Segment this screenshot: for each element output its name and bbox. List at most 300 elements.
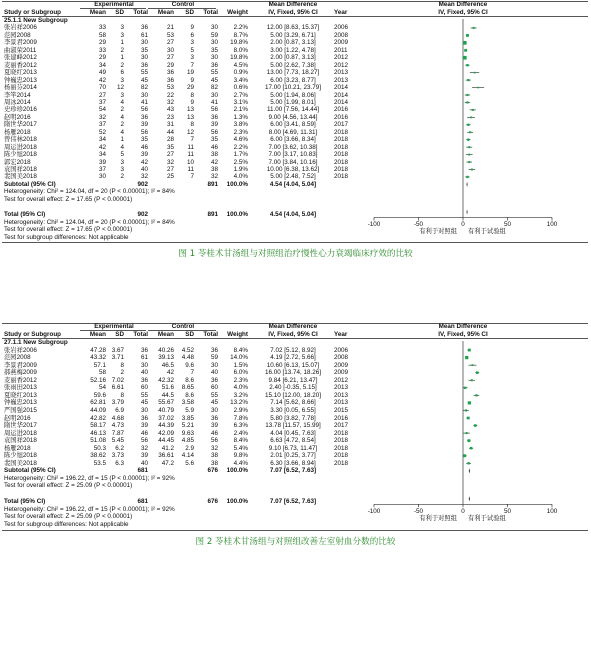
exp-sd-cell: 3 bbox=[120, 31, 124, 39]
total-diamond bbox=[467, 209, 468, 214]
exp-sd-cell: 4.73 bbox=[111, 422, 124, 430]
study-name: 赵明2016 bbox=[4, 113, 31, 121]
axis-tick-label: 50 bbox=[503, 508, 511, 516]
exp-mean-cell: 29 bbox=[98, 54, 106, 62]
exp-mean-cell: 33 bbox=[98, 46, 106, 54]
ctrl-sd-cell: 10 bbox=[186, 158, 194, 166]
exp-total-cell: 32 bbox=[140, 173, 148, 181]
exp-sd-cell: 2 bbox=[120, 173, 124, 181]
total-ctrl-total: 676 bbox=[207, 498, 218, 506]
exp-mean-cell: 59.6 bbox=[93, 391, 106, 399]
exp-total-cell: 41 bbox=[140, 98, 148, 106]
study-effect-marker bbox=[471, 169, 473, 171]
subtotal-ci: 7.07 [6.52, 7.63] bbox=[269, 467, 317, 475]
forest-plot-svg bbox=[0, 322, 591, 644]
forest-plot-figure-2 bbox=[0, 322, 591, 648]
ci-cell: 5.00 [1.94, 8.06] bbox=[270, 91, 316, 99]
ctrl-sd-cell: 3 bbox=[190, 39, 194, 47]
exp-sd-cell: 6.3 bbox=[115, 459, 124, 467]
year-cell: 2016 bbox=[334, 113, 349, 121]
mean-difference-header: Mean Difference bbox=[268, 323, 318, 330]
year-cell: 2008 bbox=[334, 354, 349, 362]
total-weight: 100.0% bbox=[226, 211, 248, 219]
ctrl-sd-cell: 8.6 bbox=[185, 376, 194, 384]
ctrl-total-cell: 36 bbox=[210, 346, 218, 354]
exp-mean-cell: 32 bbox=[98, 113, 106, 121]
year-cell: 2009 bbox=[334, 39, 349, 47]
ctrl-total-cell: 30 bbox=[210, 39, 218, 47]
weight-cell: 4.0% bbox=[233, 384, 248, 392]
study-effect-marker bbox=[466, 34, 469, 37]
ctrl-mean-cell: 27 bbox=[166, 54, 174, 62]
ctrl-mean-cell: 25 bbox=[166, 173, 174, 181]
exp-sd-cell: 2 bbox=[120, 61, 124, 69]
exp-total-cell: 30 bbox=[140, 54, 148, 62]
study-name: 杨丽芬2014 bbox=[4, 84, 37, 92]
exp-total-cell: 36 bbox=[140, 346, 148, 354]
ctrl-sd-cell: 7 bbox=[190, 369, 194, 377]
year-cell: 2006 bbox=[334, 24, 349, 32]
ci-cell: 3.00 [1.22, 4.78] bbox=[270, 46, 316, 54]
ci-cell: 10.60 [6.13, 15.07] bbox=[266, 361, 320, 369]
study-name: 裴国美2018 bbox=[4, 173, 37, 181]
study-effect-marker bbox=[467, 462, 469, 464]
ctrl-total-cell: 46 bbox=[210, 143, 218, 151]
forest-plot-svg bbox=[0, 0, 591, 322]
axis-tick-label: 50 bbox=[503, 221, 511, 229]
study-effect-marker bbox=[468, 161, 470, 163]
ctrl-total-cell: 56 bbox=[210, 437, 218, 445]
total-diamond bbox=[469, 496, 470, 501]
ci-cell: 3.30 [0.05, 6.55] bbox=[270, 406, 316, 414]
exp-mean-cell: 52 bbox=[98, 128, 106, 136]
exp-mean-cell: 42 bbox=[98, 143, 106, 151]
ctrl-total-cell: 38 bbox=[210, 166, 218, 173]
ctrl-sd-cell: 5 bbox=[190, 46, 194, 54]
study-effect-marker bbox=[468, 349, 471, 352]
axis-favours-experimental: 有利于试验组 bbox=[468, 515, 506, 523]
weight-cell: 2.7% bbox=[233, 91, 248, 99]
exp-sd-cell: 3 bbox=[120, 91, 124, 99]
study-name: 周运进2018 bbox=[4, 143, 37, 151]
ci-cell: 9.00 [4.56, 13.44] bbox=[268, 113, 318, 121]
exp-sd-cell: 2 bbox=[120, 121, 124, 129]
year-cell: 2006 bbox=[334, 346, 349, 354]
exp-mean-cell: 49 bbox=[98, 69, 106, 77]
exp-mean-header: Mean bbox=[89, 330, 106, 338]
study-effect-marker bbox=[474, 424, 477, 427]
study-name: 郭宏2018 bbox=[4, 158, 31, 166]
exp-total-cell: 30 bbox=[140, 406, 148, 414]
total-weight: 100.0% bbox=[226, 498, 248, 506]
ctrl-total-cell: 38 bbox=[210, 151, 218, 159]
study-effect-marker bbox=[474, 72, 476, 74]
study-effect-marker bbox=[473, 27, 475, 29]
ctrl-mean-header: Mean bbox=[157, 330, 174, 338]
weight-cell: 2.4% bbox=[233, 429, 248, 437]
exp-sd-cell: 3 bbox=[120, 158, 124, 166]
exp-sd-cell: 4 bbox=[120, 128, 124, 136]
weight-cell: 19.8% bbox=[230, 54, 248, 62]
ci-cell: 5.00 [2.48, 7.52] bbox=[270, 173, 316, 181]
subtotal-label: Subtotal (95% CI) bbox=[4, 467, 56, 475]
ctrl-sd-cell: 8 bbox=[190, 91, 194, 99]
exp-mean-cell: 34 bbox=[98, 61, 106, 69]
exp-sd-cell: 3 bbox=[120, 24, 124, 32]
exp-sd-cell: 8 bbox=[120, 361, 124, 369]
ctrl-mean-cell: 22 bbox=[166, 91, 174, 99]
exp-sd-cell: 5 bbox=[120, 151, 124, 159]
axis-favours-control: 有利于对照组 bbox=[419, 515, 457, 523]
year-cell: 2012 bbox=[334, 376, 349, 384]
exp-sd-header: SD bbox=[115, 8, 124, 16]
ci-cell: 4.19 [2.72, 5.66] bbox=[270, 354, 316, 362]
ctrl-sd-cell: 7 bbox=[190, 136, 194, 144]
ctrl-mean-cell: 39.13 bbox=[158, 354, 174, 362]
total-ctrl-total: 891 bbox=[207, 211, 218, 219]
study-effect-marker bbox=[470, 116, 472, 118]
ci-cell: 2.01 [0.25, 3.77] bbox=[270, 452, 316, 460]
ctrl-total-cell: 40 bbox=[210, 369, 218, 377]
ctrl-mean-cell: 27 bbox=[166, 39, 174, 47]
ctrl-sd-cell: 12 bbox=[186, 128, 194, 136]
study-name: 李景君2009 bbox=[4, 361, 37, 369]
ctrl-mean-cell: 42.09 bbox=[158, 429, 174, 437]
ctrl-mean-cell: 30 bbox=[166, 46, 174, 54]
ctrl-sd-cell: 5.9 bbox=[185, 406, 194, 414]
ci-cell: 6.00 [3.23, 8.77] bbox=[270, 76, 316, 84]
ctrl-mean-cell: 36 bbox=[166, 69, 174, 77]
exp-total-cell: 40 bbox=[140, 459, 148, 467]
exp-total-cell: 82 bbox=[140, 84, 148, 92]
exp-mean-cell: 39 bbox=[98, 158, 106, 166]
ctrl-mean-cell: 44.39 bbox=[158, 422, 174, 430]
study-effect-marker bbox=[463, 454, 466, 457]
ctrl-total-cell: 42 bbox=[210, 158, 218, 166]
exp-total-cell: 36 bbox=[140, 61, 148, 69]
axis-tick-label: 100 bbox=[546, 221, 558, 229]
exp-mean-cell: 57.1 bbox=[93, 361, 106, 369]
axis-tick-label: 0 bbox=[461, 508, 465, 516]
weight-cell: 0.9% bbox=[233, 69, 248, 77]
exp-mean-cell: 33 bbox=[98, 24, 106, 32]
total-ci: 7.07 [6.52, 7.63] bbox=[269, 498, 317, 506]
weight-cell: 4.5% bbox=[233, 61, 248, 69]
study-name: 张岩祥2006 bbox=[4, 24, 37, 32]
ctrl-mean-cell: 32 bbox=[166, 158, 174, 166]
ci-cell: 5.00 [1.99, 8.01] bbox=[270, 98, 316, 106]
study-name: 张岩祥2006 bbox=[4, 346, 37, 354]
axis-tick-label: -50 bbox=[413, 508, 424, 516]
exp-mean-cell: 51.08 bbox=[90, 437, 106, 445]
ctrl-mean-cell: 42 bbox=[166, 369, 174, 377]
year-cell: 2009 bbox=[334, 369, 349, 377]
ci-cell: 2.00 [0.87, 3.13] bbox=[270, 39, 316, 47]
ctrl-total-cell: 36 bbox=[210, 414, 218, 422]
year-cell: 2013 bbox=[334, 384, 349, 392]
exp-total-header: Total bbox=[133, 330, 148, 338]
study-effect-marker bbox=[477, 87, 479, 89]
study-effect-marker bbox=[472, 109, 474, 111]
study-effect-marker bbox=[466, 176, 468, 178]
subgroup-heterogeneity: Heterogeneity: Chi² = 124.04, df = 20 (P < 0.00001); I² = 84% bbox=[4, 188, 175, 196]
exp-sd-cell: 8 bbox=[120, 391, 124, 399]
subtotal-exp-total: 681 bbox=[137, 467, 148, 475]
total-label: Total (95% CI) bbox=[4, 211, 46, 219]
year-cell: 2012 bbox=[334, 54, 349, 62]
ci-cell: 2.40 [-0.35, 5.15] bbox=[269, 384, 317, 392]
exp-total-cell: 55 bbox=[140, 69, 148, 77]
exp-mean-cell: 42 bbox=[98, 76, 106, 84]
exp-total-cell: 55 bbox=[140, 391, 148, 399]
ctrl-total-cell: 30 bbox=[210, 91, 218, 99]
ctrl-sd-cell: 11 bbox=[187, 151, 194, 159]
ctrl-sd-cell: 9.63 bbox=[181, 429, 194, 437]
weight-cell: 2.1% bbox=[233, 106, 248, 114]
exp-total-cell: 32 bbox=[140, 444, 148, 452]
ctrl-sd-cell: 8.65 bbox=[181, 384, 194, 392]
axis-tick-label: 0 bbox=[461, 221, 465, 229]
exp-sd-cell: 2 bbox=[120, 46, 124, 54]
study-effect-marker bbox=[466, 101, 468, 103]
weight-header: Weight bbox=[227, 330, 248, 338]
ctrl-total-cell: 38 bbox=[210, 452, 218, 460]
study-effect-marker bbox=[475, 394, 477, 396]
subtotal-label: Subtotal (95% CI) bbox=[4, 180, 56, 188]
year-cell: 2016 bbox=[334, 414, 349, 422]
exp-mean-cell: 53.5 bbox=[93, 459, 106, 467]
ci-cell: 7.00 [3.84, 10.16] bbox=[268, 158, 318, 166]
exp-total-cell: 35 bbox=[140, 46, 148, 54]
ci-cell: 8.00 [4.69, 11.31] bbox=[268, 128, 318, 136]
subgroup-overall-effect: Test for overall effect: Z = 17.65 (P < 0.00001) bbox=[4, 195, 133, 203]
year-cell: 2018 bbox=[334, 459, 349, 467]
ctrl-sd-cell: 4.14 bbox=[181, 452, 194, 460]
exp-total-cell: 56 bbox=[140, 437, 148, 445]
ctrl-total-cell: 56 bbox=[210, 128, 218, 136]
year-cell: 2018 bbox=[334, 444, 349, 452]
study-name: 麦丽香2012 bbox=[4, 376, 37, 384]
ctrl-sd-cell: 5.21 bbox=[181, 422, 194, 430]
exp-total-cell: 45 bbox=[140, 399, 148, 407]
study-name: 杨雁2018 bbox=[4, 444, 31, 452]
exp-total-cell: 39 bbox=[140, 452, 148, 460]
ctrl-total-cell: 35 bbox=[210, 136, 218, 144]
exp-sd-cell: 3.73 bbox=[111, 452, 124, 460]
weight-cell: 4.6% bbox=[233, 136, 248, 144]
ctrl-total-cell: 41 bbox=[210, 98, 218, 106]
ctrl-sd-cell: 8.6 bbox=[185, 391, 194, 399]
exp-total-cell: 39 bbox=[140, 422, 148, 430]
ci-cell: 6.00 [3.66, 8.34] bbox=[270, 136, 316, 144]
ctrl-sd-header: SD bbox=[185, 330, 194, 338]
exp-mean-cell: 37 bbox=[98, 121, 106, 129]
exp-total-cell: 30 bbox=[140, 39, 148, 47]
exp-sd-cell: 12 bbox=[116, 84, 124, 92]
exp-total-cell: 60 bbox=[140, 384, 148, 392]
ci-cell: 7.00 [3.17, 10.83] bbox=[268, 151, 318, 159]
weight-cell: 4.0% bbox=[233, 173, 248, 181]
method-header: IV, Fixed, 95% CI bbox=[268, 330, 318, 338]
weight-cell: 2.5% bbox=[233, 158, 248, 166]
ctrl-sd-cell: 7 bbox=[190, 61, 194, 69]
weight-cell: 6.3% bbox=[233, 422, 248, 430]
study-name: 范园2008 bbox=[4, 354, 31, 362]
study-name: 袁国祥2018 bbox=[4, 166, 37, 173]
study-name: 周冰2014 bbox=[4, 98, 31, 106]
weight-cell: 3.1% bbox=[233, 98, 248, 106]
exp-sd-cell: 5.45 bbox=[111, 437, 124, 445]
ctrl-mean-cell: 32 bbox=[166, 98, 174, 106]
exp-mean-cell: 50.3 bbox=[93, 444, 106, 452]
exp-sd-cell: 4 bbox=[120, 98, 124, 106]
subtotal-ci: 4.54 [4.04, 5.04] bbox=[269, 180, 317, 188]
weight-cell: 6.0% bbox=[233, 369, 248, 377]
ctrl-sd-cell: 3 bbox=[190, 54, 194, 62]
subgroup-title: 27.1.1 New Subgroup bbox=[4, 339, 68, 346]
ctrl-sd-cell: 7 bbox=[190, 173, 194, 181]
weight-cell: 19.8% bbox=[230, 39, 248, 47]
year-header: Year bbox=[334, 8, 348, 16]
exp-total-cell: 40 bbox=[140, 369, 148, 377]
ctrl-mean-cell: 29 bbox=[166, 61, 174, 69]
ctrl-sd-cell: 29 bbox=[186, 84, 194, 92]
study-name: 赵明2016 bbox=[4, 414, 31, 422]
total-heterogeneity: Heterogeneity: Chi² = 124.04, df = 20 (P < 0.00001); I² = 84% bbox=[4, 218, 175, 226]
ctrl-sd-cell: 19 bbox=[186, 69, 194, 77]
study-name: 周运进2018 bbox=[4, 429, 37, 437]
ctrl-mean-cell: 31 bbox=[166, 121, 174, 129]
ctrl-mean-cell: 44.45 bbox=[158, 437, 174, 445]
ci-cell: 10.00 [6.38, 13.62] bbox=[266, 166, 320, 173]
axis-tick-label: -50 bbox=[413, 221, 424, 229]
mean-difference-plot-header: Mean Difference bbox=[438, 323, 488, 330]
year-cell: 2018 bbox=[334, 151, 349, 159]
subtotal-exp-total: 902 bbox=[137, 180, 148, 188]
year-cell: 2018 bbox=[334, 143, 349, 151]
exp-mean-cell: 38.62 bbox=[90, 452, 106, 460]
study-name: 范园2008 bbox=[4, 31, 31, 39]
ci-cell: 7.02 [5.12, 8.92] bbox=[270, 346, 316, 354]
exp-sd-cell: 2 bbox=[120, 369, 124, 377]
exp-total-cell: 30 bbox=[140, 91, 148, 99]
exp-total-cell: 56 bbox=[140, 128, 148, 136]
year-cell: 2013 bbox=[334, 76, 349, 84]
ctrl-total-cell: 32 bbox=[210, 444, 218, 452]
ctrl-mean-cell: 23 bbox=[166, 113, 174, 121]
ctrl-sd-cell: 2.9 bbox=[185, 444, 194, 452]
exp-mean-cell: 70 bbox=[98, 84, 106, 92]
ci-cell: 2.00 [0.87, 3.13] bbox=[270, 54, 316, 62]
year-cell: 2012 bbox=[334, 61, 349, 69]
year-cell: 2016 bbox=[334, 106, 349, 114]
weight-cell: 1.3% bbox=[233, 113, 248, 121]
ctrl-mean-cell: 40.26 bbox=[158, 346, 174, 354]
study-name: 袁国祥2018 bbox=[4, 437, 37, 445]
exp-mean-cell: 58 bbox=[98, 369, 106, 377]
ctrl-mean-cell: 35 bbox=[166, 143, 174, 151]
exp-mean-cell: 30 bbox=[98, 173, 106, 181]
ctrl-mean-cell: 53 bbox=[166, 31, 174, 39]
ctrl-total-cell: 56 bbox=[210, 106, 218, 114]
ctrl-total-cell: 36 bbox=[210, 61, 218, 69]
figure-caption: 图 2 苓桂术甘汤组与对照组改善左室射血分数的比较 bbox=[195, 536, 396, 547]
study-name: 麦丽香2012 bbox=[4, 61, 37, 69]
study-name: 曲淑荣2011 bbox=[4, 46, 37, 54]
ctrl-sd-cell: 9 bbox=[190, 76, 194, 84]
weight-cell: 8.0% bbox=[233, 46, 248, 54]
ctrl-total-cell: 60 bbox=[210, 384, 218, 392]
exp-sd-cell: 4 bbox=[120, 143, 124, 151]
exp-total-header: Total bbox=[133, 8, 148, 16]
study-effect-marker bbox=[464, 387, 466, 389]
ctrl-total-cell: 30 bbox=[210, 54, 218, 62]
exp-mean-cell: 37 bbox=[98, 166, 106, 173]
plot-method-header: IV, Fixed, 95% CI bbox=[438, 8, 488, 16]
total-overall-effect: Test for overall effect: Z = 25.09 (P < 0.00001) bbox=[4, 513, 133, 521]
ctrl-mean-cell: 41.2 bbox=[161, 444, 174, 452]
exp-total-cell: 42 bbox=[140, 158, 148, 166]
ctrl-sd-cell: 13 bbox=[186, 113, 194, 121]
ci-cell: 13.00 [7.73, 18.27] bbox=[266, 69, 320, 77]
total-ci: 4.54 [4.04, 5.04] bbox=[269, 211, 317, 219]
ctrl-total-cell: 32 bbox=[210, 173, 218, 181]
study-effect-marker bbox=[469, 131, 471, 133]
exp-sd-cell: 3 bbox=[120, 76, 124, 84]
ci-cell: 15.10 [12.00, 18.20] bbox=[264, 391, 322, 399]
ctrl-mean-cell: 47.2 bbox=[161, 459, 174, 467]
study-effect-marker bbox=[467, 417, 470, 420]
total-overall-effect: Test for overall effect: Z = 17.65 (P < 0.00001) bbox=[4, 226, 133, 234]
subtotal-ctrl-total: 676 bbox=[207, 467, 218, 475]
weight-cell: 2.3% bbox=[233, 376, 248, 384]
year-cell: 2014 bbox=[334, 91, 349, 99]
year-cell: 2018 bbox=[334, 136, 349, 144]
ctrl-sd-cell: 9 bbox=[190, 98, 194, 106]
ctrl-sd-cell: 3.58 bbox=[181, 399, 194, 407]
year-cell: 2018 bbox=[334, 158, 349, 166]
ctrl-total-cell: 59 bbox=[210, 31, 218, 39]
ci-cell: 7.00 [3.62, 10.38] bbox=[268, 143, 318, 151]
weight-cell: 0.6% bbox=[233, 84, 248, 92]
ci-cell: 5.80 [3.82, 7.78] bbox=[270, 414, 316, 422]
exp-sd-cell: 3 bbox=[120, 166, 124, 173]
study-effect-marker bbox=[466, 94, 468, 96]
ci-cell: 12.00 [8.63, 15.37] bbox=[266, 24, 320, 32]
exp-total-cell: 45 bbox=[140, 76, 148, 84]
axis-tick-label: -100 bbox=[367, 508, 381, 516]
exp-sd-cell: 2 bbox=[120, 106, 124, 114]
exp-sd-cell: 6.2 bbox=[115, 444, 124, 452]
study-name: 夏晓红2013 bbox=[4, 391, 37, 399]
exp-sd-cell: 3.79 bbox=[111, 399, 124, 407]
ctrl-total-cell: 39 bbox=[210, 422, 218, 430]
ctrl-sd-cell: 6 bbox=[190, 31, 194, 39]
ctrl-mean-cell: 44.5 bbox=[161, 391, 174, 399]
exp-total-cell: 39 bbox=[140, 121, 148, 129]
subtotal-diamond bbox=[469, 468, 470, 473]
study-effect-marker bbox=[464, 49, 467, 52]
year-cell: 2018 bbox=[334, 173, 349, 181]
weight-cell: 3.8% bbox=[233, 121, 248, 129]
axis-favours-experimental: 有利于试验组 bbox=[468, 228, 506, 236]
exp-sd-cell: 4 bbox=[120, 113, 124, 121]
axis-tick-label: 100 bbox=[546, 508, 558, 516]
study-name: 李竿2014 bbox=[4, 91, 31, 99]
study-name: 史珍珍2016 bbox=[4, 106, 37, 114]
ctrl-mean-cell: 27 bbox=[166, 151, 174, 159]
subgroup-differences: Test for subgroup differences: Not applicable bbox=[4, 233, 129, 241]
